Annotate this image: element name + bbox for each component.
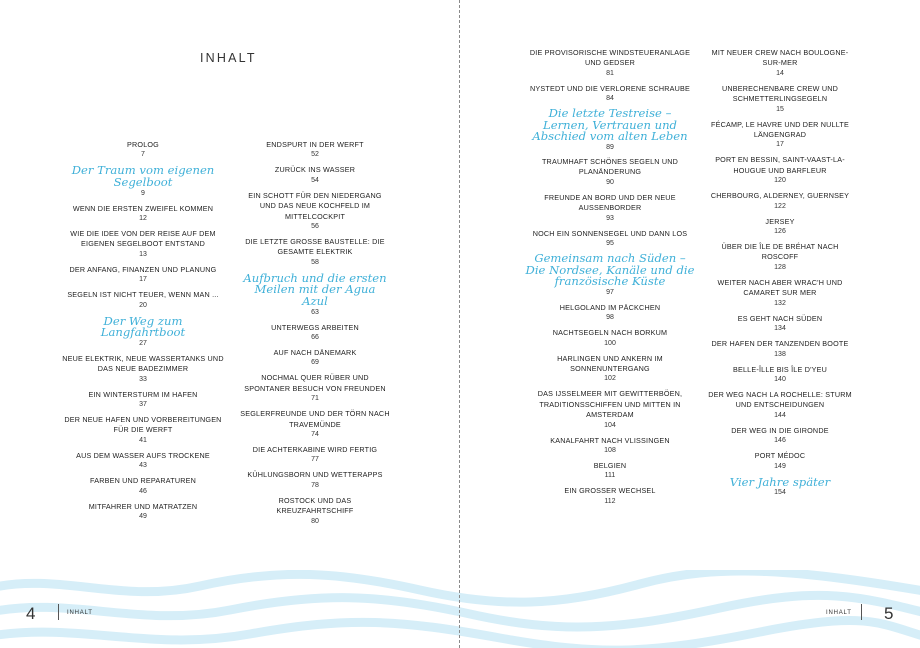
toc-entry [524, 229, 696, 249]
toc-entry [704, 339, 856, 359]
toc-entry-page: 17 [776, 141, 784, 149]
toc-entry [60, 290, 226, 310]
toc-entry [704, 390, 856, 421]
toc-entry [704, 278, 856, 309]
toc-entry-title: ZURÜCK INS WASSER [274, 165, 356, 175]
folio-divider-left [58, 604, 59, 620]
toc-entry-title: NEUE ELEKTRIK, NEUE WASSERTANKS UND DAS NEUE BADEZIMMER [62, 353, 224, 374]
toc-entry-page: 134 [774, 325, 786, 333]
toc-entry-page: 149 [774, 462, 786, 470]
toc-entry-title: NYSTEDT UND DIE VERLORENE SCHRAUBE [529, 83, 691, 93]
toc-entry [524, 303, 696, 323]
toc-entry-page: 120 [774, 177, 786, 185]
toc-entry-title: DIE LETZTE GROSSE BAUSTELLE: DIE GESAMTE ELEKTRIK [245, 237, 385, 257]
toc-entry-title: PORT EN BESSIN, SAINT-VAAST-LA-HOUGUE UND BARFLEUR [715, 155, 845, 175]
toc-entry-page: 13 [139, 250, 147, 258]
toc-entry-page: 90 [606, 178, 614, 186]
toc-section-page: 97 [606, 288, 614, 296]
toc-entry-title: ROSTOCK UND DAS KREUZFAHRTSCHIFF [276, 495, 354, 516]
toc-entry-page: 77 [311, 456, 319, 464]
toc-entry-page: 69 [311, 359, 319, 367]
toc-entry-title: CHERBOURG, ALDERNEY, GUERNSEY [710, 191, 850, 201]
toc-entry-page: 122 [774, 202, 786, 210]
toc-entry-title: BELGIEN [593, 461, 627, 471]
toc-entry [704, 84, 856, 115]
toc-entry-title: JERSEY [765, 216, 795, 226]
toc-entry [240, 237, 390, 268]
toc-entry [240, 409, 390, 440]
toc-entry-title: WEITER NACH ABER WRAC'H UND CAMARET SUR MER [717, 277, 843, 298]
toc-entry [524, 84, 696, 104]
toc-entry-page: 95 [606, 240, 614, 248]
toc-section [60, 313, 226, 349]
toc-entry [704, 451, 856, 471]
toc-entry-page: 52 [311, 151, 319, 159]
toc-entry-page: 80 [311, 517, 319, 525]
toc-column-right-1 [524, 48, 696, 507]
toc-entry [524, 436, 696, 456]
toc-entry [524, 461, 696, 481]
toc-entry [240, 373, 390, 404]
toc-entry-page: 66 [311, 334, 319, 342]
toc-entry-title: UNTERWEGS ARBEITEN [271, 322, 359, 332]
toc-section [60, 165, 226, 198]
toc-entry-title: FARBEN UND REPARATUREN [90, 476, 196, 486]
toc-section-title: Der Weg zum Langfahrtboot [100, 313, 186, 340]
toc-entry [240, 348, 390, 368]
toc-entry-page: 102 [604, 375, 616, 383]
toc-entry [704, 191, 856, 211]
toc-entry-page: 33 [139, 375, 147, 383]
running-head-right: INHALT [826, 610, 852, 616]
page-number-right: 5 [884, 604, 894, 623]
toc-section-page: 9 [141, 189, 145, 197]
toc-entry-title: EIN GROSSER WECHSEL [564, 486, 656, 496]
toc-entry-page: 17 [139, 276, 147, 284]
toc-entry-page: 20 [139, 301, 147, 309]
toc-entry-title: DER WEG NACH LA ROCHELLE: STURM UND ENTSCHEIDUNGEN [708, 389, 852, 410]
running-head-left: INHALT [67, 610, 93, 616]
toc-entry [60, 390, 226, 410]
toc-entry-title: ÜBER DIE ÎLE DE BRÉHAT NACH ROSCOFF [721, 242, 839, 262]
toc-section [704, 474, 856, 499]
toc-entry-page: 12 [139, 215, 147, 222]
toc-section-title: Aufbruch und die ersten Meilen mit der Agua Azul [243, 270, 387, 309]
toc-entry [704, 365, 856, 385]
toc-entry [524, 48, 696, 79]
toc-entry-page: 84 [606, 95, 614, 103]
toc-entry-page: 112 [604, 497, 616, 505]
toc-entry [704, 48, 856, 79]
wave-decoration [0, 570, 920, 648]
toc-entry-page: 74 [311, 431, 319, 439]
toc-entry [60, 229, 226, 260]
toc-entry-title: HELGOLAND IM PÄCKCHEN [559, 302, 661, 312]
toc-entry-title: SEGELN IST NICHT TEUER, WENN MAN ... [67, 290, 219, 300]
toc-section [524, 253, 696, 298]
toc-entry-title: EIN SCHOTT FÜR DEN NIEDERGANG UND DAS NEUE KOCHFELD IM MITTELCOCKPIT [248, 190, 382, 221]
toc-entry [60, 451, 226, 471]
toc-entry-title: NOCHMAL QUER RÜBER UND SPONTANER BESUCH VON FREUNDEN [244, 373, 386, 393]
toc-entry-title: HARLINGEN UND ANKERN IM SONNENUNTERGANG [557, 353, 663, 374]
toc-entry-title: EIN WINTERSTURM IM HAFEN [88, 389, 198, 399]
toc-entry-page: 104 [604, 421, 616, 429]
toc-entry-title: DAS IJSSELMEER MIT GEWITTERBÖEN, TRADITIONSSCHIFFEN UND MITTEN IN AMSTERDAM [537, 389, 683, 420]
toc-entry-title: NACHTSEGELN NACH BORKUM [552, 328, 668, 338]
toc-entry [704, 217, 856, 237]
toc-entry [704, 242, 856, 273]
toc-entry-title: AUS DEM WASSER AUFS TROCKENE [76, 450, 210, 460]
page-gutter [459, 0, 460, 648]
toc-entry-page: 46 [139, 487, 147, 495]
toc-entry-page: 71 [311, 395, 319, 403]
toc-entry [704, 314, 856, 334]
toc-entry [524, 354, 696, 385]
toc-entry-page: 126 [774, 228, 786, 236]
toc-entry-title: DER ANFANG, FINANZEN UND PLANUNG [69, 264, 217, 274]
toc-section-page: 63 [311, 308, 319, 316]
toc-entry-page: 140 [774, 375, 786, 383]
toc-entry-title: UNBERECHENBARE CREW UND SCHMETTERLINGSEGELN [721, 83, 839, 104]
toc-entry-page: 37 [139, 401, 147, 409]
toc-entry-page: 138 [774, 350, 786, 358]
toc-entry-title: NOCH EIN SONNENSEGEL UND DANN LOS [532, 228, 688, 238]
toc-entry-page: 15 [776, 105, 784, 113]
toc-section-title: Gemeinsam nach Süden – Die Nordsee, Kanäle und die französische Küste [525, 251, 695, 289]
toc-column-left-2 [240, 140, 390, 527]
toc-entry-title: WENN DIE ERSTEN ZWEIFEL KOMMEN [72, 203, 214, 213]
toc-entry [60, 354, 226, 385]
toc-entry-title: MIT NEUER CREW NACH BOULOGNE-SUR-MER [711, 48, 849, 68]
toc-entry-title: SEGLERFREUNDE UND DER TÖRN NACH TRAVEMÜNDE [240, 409, 390, 429]
toc-entry-page: 108 [604, 447, 616, 455]
toc-entry-title: KÜHLUNGSBORN UND WETTERAPPS [247, 470, 383, 480]
toc-section [240, 270, 390, 318]
toc-entry [240, 165, 390, 185]
toc-entry [524, 157, 696, 188]
toc-section-page: 89 [606, 144, 614, 151]
toc-entry [524, 389, 696, 430]
toc-entry [240, 140, 390, 160]
toc-section-title: Die letzte Testreise – Lernen, Vertrauen und Abschied vom alten Leben [532, 106, 688, 144]
toc-entry-page: 49 [139, 513, 147, 521]
toc-entry-title: ENDSPURT IN DER WERFT [266, 140, 364, 149]
toc-entry [704, 155, 856, 186]
toc-column-left-1 [60, 140, 226, 522]
toc-entry-title: DER HAFEN DER TANZENDEN BOOTE [711, 339, 849, 349]
toc-entry [240, 496, 390, 527]
toc-entry [60, 476, 226, 496]
toc-entry [704, 426, 856, 446]
toc-entry-title: PROLOG [127, 140, 159, 149]
toc-entry [704, 120, 856, 151]
toc-entry-title: BELLE-ÎLLE BIS ÎLE D'YEU [732, 364, 828, 374]
toc-entry-page: 144 [774, 411, 786, 419]
toc-entry-page: 14 [776, 69, 784, 77]
toc-entry-title: DER NEUE HAFEN UND VORBEREITUNGEN FÜR DIE WERFT [64, 415, 222, 435]
toc-entry-title: MITFAHRER UND MATRATZEN [88, 501, 198, 511]
folio-divider-right [861, 604, 862, 620]
toc-entry [240, 445, 390, 465]
toc-section-page: 154 [774, 489, 786, 497]
toc-entry-title: WIE DIE IDEE VON DER REISE AUF DEM EIGENEN SEGELBOOT ENTSTAND [70, 229, 216, 249]
toc-entry [240, 470, 390, 490]
right-page [460, 0, 920, 648]
toc-section-title: Der Traum vom eigenen Segelboot [71, 163, 215, 189]
toc-entry-title: KANALFAHRT NACH VLISSINGEN [550, 435, 670, 445]
toc-entry-title: DIE ACHTERKABINE WIRD FERTIG [252, 445, 378, 455]
toc-section-page: 27 [139, 339, 147, 347]
toc-entry [240, 323, 390, 343]
toc-entry-page: 132 [774, 299, 786, 307]
toc-column-right-2 [704, 48, 856, 498]
toc-section-title: Vier Jahre später [729, 474, 831, 489]
toc-entry-title: DIE PROVISORISCHE WINDSTEUERANLAGE UND GEDSER [529, 48, 691, 68]
toc-entry-page: 81 [606, 69, 614, 77]
toc-entry-page: 128 [774, 263, 786, 271]
toc-entry-title: ES GEHT NACH SÜDEN [737, 313, 823, 323]
toc-entry-page: 93 [606, 214, 614, 222]
toc-entry-page: 78 [311, 481, 319, 489]
toc-entry-page: 54 [311, 176, 319, 184]
page-number-left: 4 [26, 604, 36, 623]
toc-entry [60, 140, 226, 160]
toc-entry-page: 100 [604, 339, 616, 347]
toc-entry [524, 193, 696, 224]
toc-entry-page: 7 [141, 151, 145, 159]
toc-section [524, 108, 696, 153]
toc-entry-title: TRAUMHAFT SCHÖNES SEGELN UND PLANÄNDERUNG [541, 157, 679, 177]
toc-entry [240, 191, 390, 232]
toc-entry [524, 328, 696, 348]
toc-entry-page: 58 [311, 258, 319, 266]
toc-entry [60, 415, 226, 446]
toc-entry-title: FREUNDE AN BORD UND DER NEUE AUSSENBORDER [544, 192, 676, 213]
toc-entry-page: 41 [139, 436, 147, 444]
toc-entry [60, 204, 226, 224]
toc-entry-page: 146 [774, 437, 786, 445]
toc-entry [60, 265, 226, 285]
toc-entry-title: DER WEG IN DIE GIRONDE [731, 425, 829, 435]
toc-entry-page: 111 [604, 472, 616, 480]
toc-entry-title: FÉCAMP, LE HAVRE UND DER NULLTE LÄNGENGRAD [711, 119, 849, 140]
page-heading: INHALT [200, 51, 257, 65]
toc-entry [60, 502, 226, 522]
toc-entry-title: AUF NACH DÄNEMARK [273, 348, 357, 358]
toc-entry-page: 56 [311, 223, 319, 231]
toc-entry-page: 43 [139, 462, 147, 470]
toc-entry [524, 486, 696, 506]
toc-entry-title: PORT MÉDOC [754, 451, 806, 461]
toc-entry-page: 98 [606, 314, 614, 322]
